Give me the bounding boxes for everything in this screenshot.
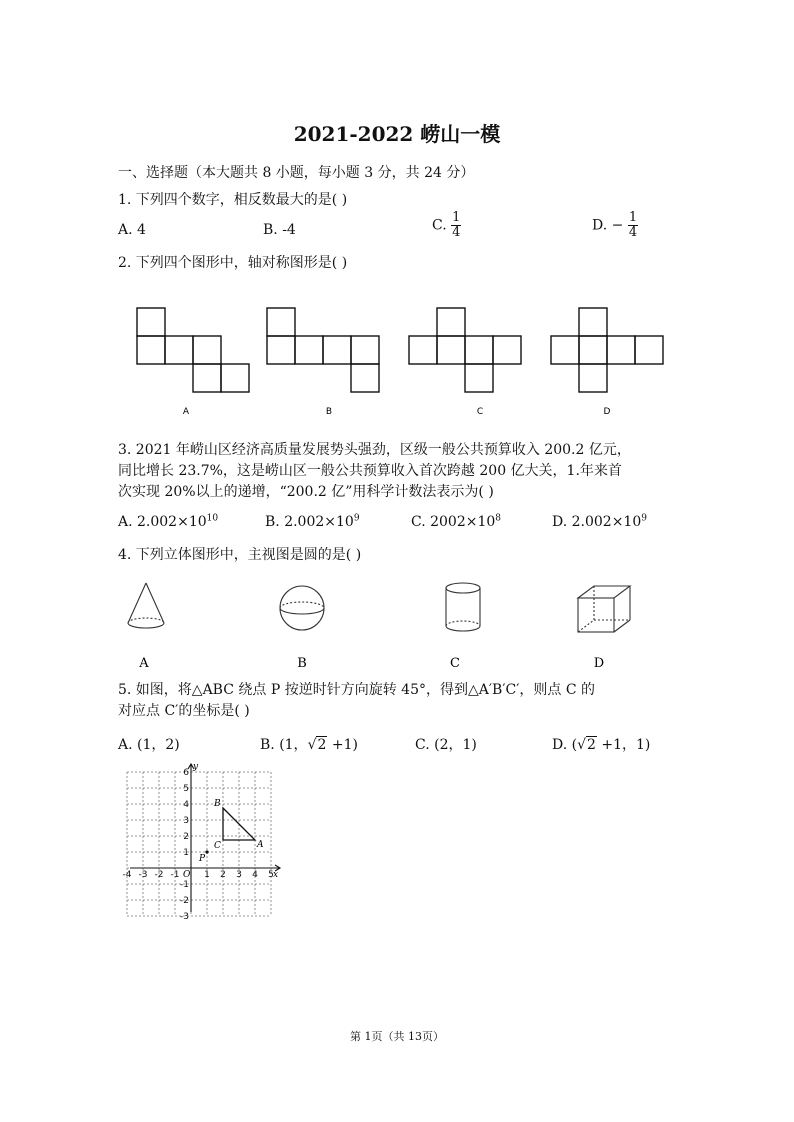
q2-net-figures <box>120 300 680 425</box>
q5-option-c: C. (2，1) <box>415 737 477 753</box>
y-axis-label: y <box>193 762 199 772</box>
net-label-a: A <box>182 407 190 417</box>
q1-c-denominator: 4 <box>452 225 461 240</box>
section-heading: 一、选择题（本大题共 8 小题，每小题 3 分，共 24 分） <box>118 165 475 181</box>
x-tick-label: 4 <box>252 870 258 880</box>
net-label-c: C <box>476 407 484 417</box>
q5-b-suffix: +1) <box>327 737 358 753</box>
q1-option-c-prefix: C. <box>432 217 447 234</box>
question-3-line-1: 3. 2021 年崂山区经济高质量发展势头强劲，区级一般公共预算收入 200.2 亿元， <box>118 442 631 458</box>
q3-option-c <box>411 514 501 530</box>
q3-c-base: C. 2002×10 <box>411 514 496 530</box>
x-tick-label: -4 <box>122 870 132 880</box>
net-label-d: D <box>603 407 611 417</box>
q3-option-a <box>118 514 218 530</box>
solid-label-b: B <box>297 656 307 671</box>
cone-figure <box>128 583 164 628</box>
grid-lines <box>127 772 271 916</box>
y-tick-label: 2 <box>183 832 189 842</box>
q3-a-exponent: 10 <box>206 513 219 524</box>
solid-label-a: A <box>139 656 149 671</box>
q5-d-prefix: D. ( <box>552 737 578 753</box>
q3-d-exponent: 9 <box>641 513 647 524</box>
x-tick-label: 5 <box>268 870 274 880</box>
point-label-a: A <box>257 840 264 850</box>
q1-option-d-prefix: D. − <box>592 217 624 234</box>
q1-option-d <box>592 211 638 240</box>
q3-d-base: D. 2.002×10 <box>552 514 642 530</box>
q3-c-exponent: 8 <box>495 513 502 524</box>
question-5-line-2: 对应点 C′的坐标是( ) <box>118 703 250 719</box>
q1-option-b: B. -4 <box>263 222 296 238</box>
point-p <box>205 850 208 853</box>
q1-option-a: A. 4 <box>118 222 146 238</box>
q5-option-a: A. (1，2) <box>118 737 180 753</box>
x-tick-label: -2 <box>154 870 164 880</box>
net-figure-a <box>137 308 249 392</box>
q3-option-d <box>552 514 647 530</box>
x-tick-label: -3 <box>138 870 148 880</box>
q5-option-b: B. (1，√2 +1) <box>260 737 358 753</box>
solid-label-d: D <box>593 656 605 671</box>
page-title: 2021-2022 崂山一模 <box>293 122 501 146</box>
q3-b-base: B. 2.002×10 <box>265 514 354 530</box>
q1-d-denominator: 4 <box>628 225 638 240</box>
q3-a-base: A. 2.002×10 <box>118 514 207 530</box>
page-footer: 第 1页（共 13页） <box>350 1030 444 1043</box>
x-tick-label: 3 <box>236 870 242 880</box>
y-tick-label: -2 <box>180 896 189 906</box>
q5-option-d: D. (√2 +1，1) <box>552 737 651 753</box>
point-label-c: C <box>214 841 221 851</box>
q5-coordinate-grid <box>122 760 285 922</box>
y-tick-label: 4 <box>183 800 189 810</box>
question-5-line-1: 5. 如图，将△ABC 绕点 P 按逆时针方向旋转 45°，得到△A′B′C′，则点 C 的 <box>118 682 596 698</box>
x-tick-label: -1 <box>170 870 180 880</box>
question-3-line-3: 次实现 20%以上的递增，“200.2 亿”用科学计数法表示为( ) <box>118 484 494 500</box>
net-figure-b <box>267 308 379 392</box>
cube-figure <box>578 586 630 632</box>
q5-d-suffix: +1，1) <box>596 737 651 753</box>
q4-solid-figures <box>118 578 648 673</box>
net-figure-c <box>409 308 521 392</box>
y-tick-label: 1 <box>183 848 189 858</box>
net-label-b: B <box>325 407 333 417</box>
q1-option-d-fraction <box>628 211 638 240</box>
y-tick-label: 6 <box>183 768 189 778</box>
sphere-figure <box>280 586 324 630</box>
q1-c-numerator: 1 <box>452 210 461 225</box>
tick-labels <box>123 768 274 922</box>
q3-b-exponent: 9 <box>353 513 360 524</box>
question-2-stem: 2. 下列四个图形中，轴对称图形是( ) <box>118 255 348 271</box>
q1-d-numerator: 1 <box>628 210 638 225</box>
q3-option-b <box>265 514 360 530</box>
y-tick-label: -1 <box>180 880 189 890</box>
y-tick-label: -3 <box>180 912 189 922</box>
y-tick-label: 5 <box>183 784 189 794</box>
question-1-stem: 1. 下列四个数字，相反数最大的是( ) <box>118 192 348 208</box>
q5-b-prefix: B. (1， <box>260 737 308 753</box>
question-4-stem: 4. 下列立体图形中，主视图是圆的是( ) <box>118 547 362 563</box>
y-tick-label: 3 <box>183 816 189 826</box>
question-3-line-2: 同比增长 23.7%，这是崂山区一般公共预算收入首次跨越 200 亿大关，1.年来首 <box>118 463 622 479</box>
origin-label: O <box>183 870 191 880</box>
x-tick-label: 2 <box>220 870 226 880</box>
net-figure-d <box>551 308 663 392</box>
q1-option-c-fraction <box>451 211 461 240</box>
point-label-p: P <box>199 854 206 864</box>
q5-d-radicand: 2 <box>587 737 596 753</box>
q5-b-radicand: 2 <box>317 737 327 753</box>
point-label-b: B <box>214 799 221 809</box>
q1-option-c <box>432 211 461 240</box>
x-axis-label: x <box>273 870 279 880</box>
x-tick-label: 1 <box>204 870 210 880</box>
solid-label-c: C <box>450 656 460 671</box>
cylinder-figure <box>446 583 480 631</box>
